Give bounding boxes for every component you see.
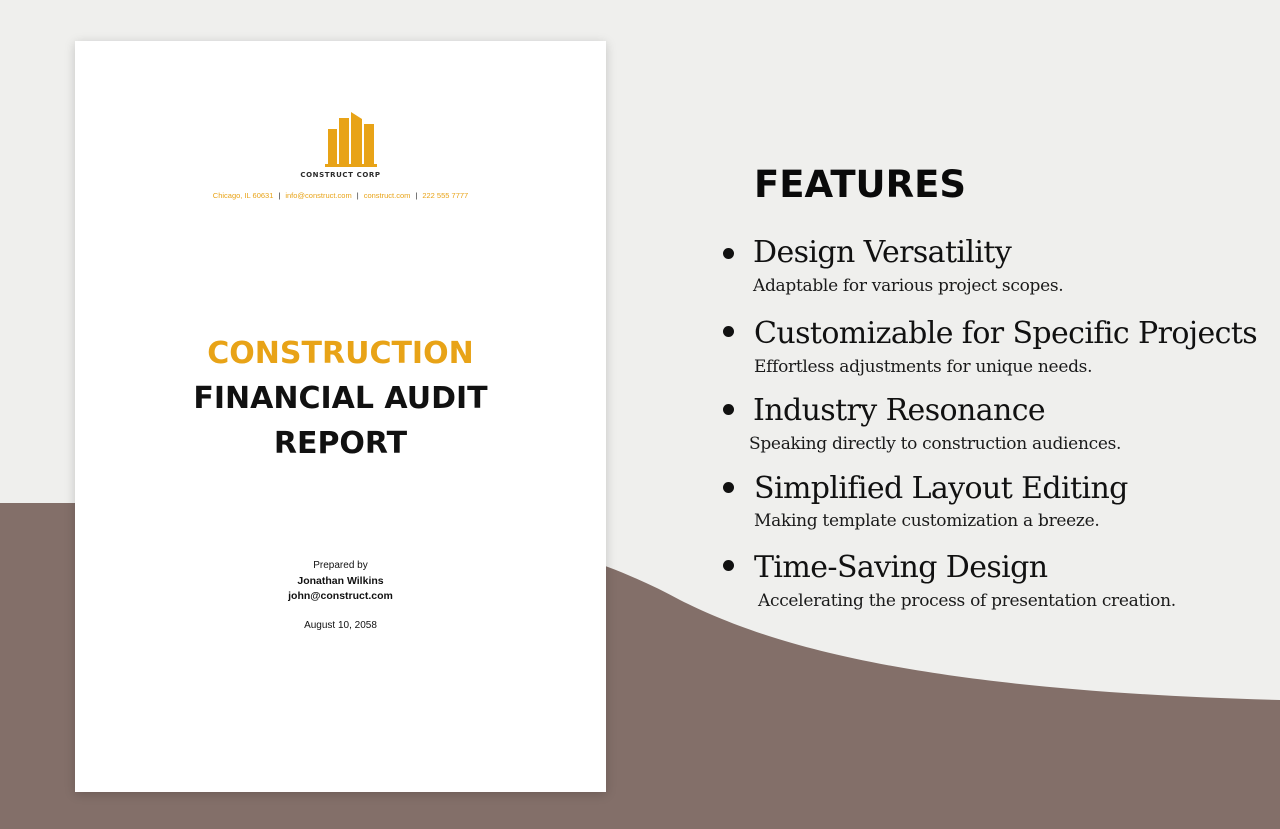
contact-address: Chicago, IL 60631 [212, 191, 274, 200]
bullet-dot-icon [723, 248, 734, 259]
report-title-line-3: REPORT [273, 426, 408, 461]
contact-phone: 222 555 7777 [422, 191, 469, 200]
feature-description: Making template customization a breeze. [754, 511, 1100, 531]
feature-description: Adaptable for various project scopes. [753, 276, 1064, 296]
author-email: john@construct.com [288, 590, 393, 602]
contact-line [75, 191, 606, 200]
feature-title: Customizable for Specific Projects [754, 316, 1258, 351]
contact-separator: | [278, 191, 281, 200]
bullet-dot-icon [723, 482, 734, 493]
report-title-line-2: FINANCIAL AUDIT [193, 381, 488, 416]
bullet-dot-icon [723, 560, 734, 571]
author-name: Jonathan Wilkins [297, 575, 384, 587]
prepared-by-label: Prepared by [313, 560, 368, 571]
feature-description: Effortless adjustments for unique needs. [754, 357, 1093, 377]
feature-description: Speaking directly to construction audiences. [749, 434, 1122, 454]
report-date: August 10, 2058 [304, 620, 377, 631]
document-page [75, 41, 606, 792]
features-heading: FEATURES [754, 163, 967, 206]
feature-title: Design Versatility [753, 235, 1012, 270]
feature-title: Time-Saving Design [754, 550, 1048, 585]
contact-website: construct.com [363, 191, 411, 200]
contact-separator: | [415, 191, 418, 200]
building-logo-icon [325, 112, 377, 168]
bullet-dot-icon [723, 326, 734, 337]
contact-email: info@construct.com [285, 191, 352, 200]
feature-title: Simplified Layout Editing [754, 471, 1128, 506]
feature-title: Industry Resonance [753, 393, 1046, 428]
feature-description: Accelerating the process of presentation creation. [758, 591, 1176, 611]
company-name: CONSTRUCT CORP [300, 171, 381, 179]
contact-separator: | [356, 191, 359, 200]
bullet-dot-icon [723, 404, 734, 415]
report-title-line-1: CONSTRUCTION [207, 336, 474, 371]
